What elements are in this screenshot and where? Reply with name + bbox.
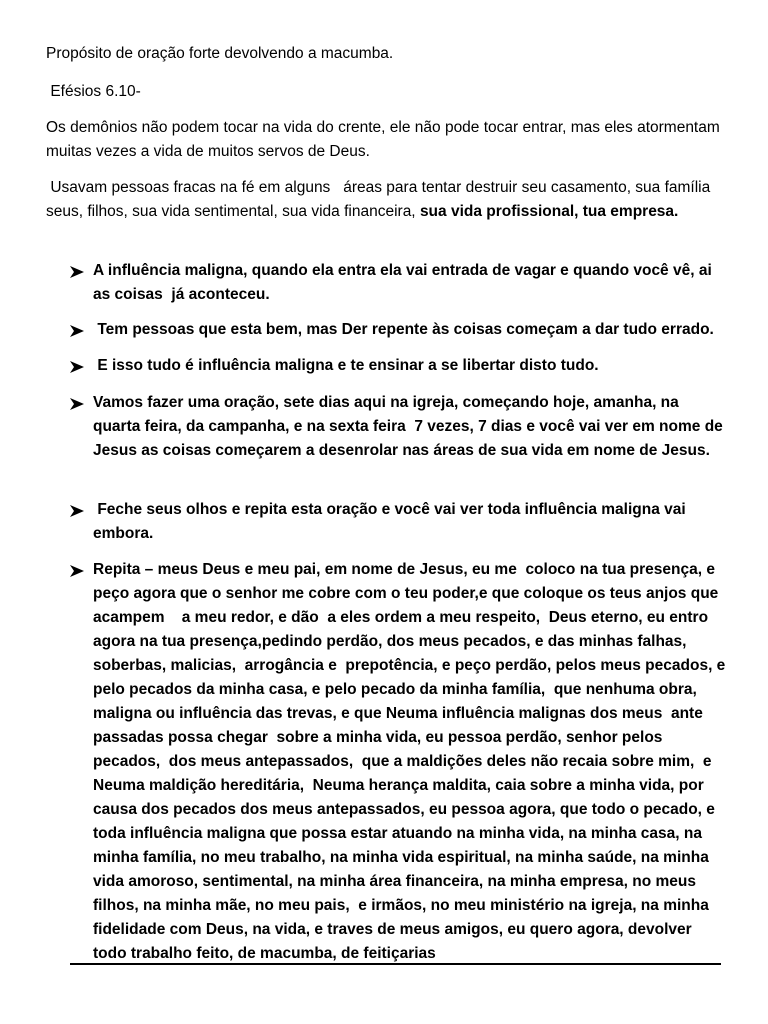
list-item-text: Tem pessoas que esta bem, mas Der repente às coisas começam a dar tudo errado.	[93, 321, 714, 338]
arrow-bullet-icon	[70, 398, 84, 410]
arrow-bullet-icon	[70, 361, 84, 373]
document-title: Propósito de oração forte devolvendo a macumba.	[46, 45, 394, 62]
bible-reference: Efésios 6.10-	[46, 83, 141, 100]
arrow-bullet-icon	[70, 505, 84, 517]
list-item	[70, 354, 726, 378]
intro-paragraph: Os demônios não podem tocar na vida do crente, ele não pode tocar entrar, mas eles atormentam muitas vezes a vida de muitos servos de Deus.	[46, 119, 725, 160]
arrow-bullet-icon	[70, 325, 84, 337]
list-item-text: E isso tudo é influência maligna e te ensinar a se libertar disto tudo.	[93, 357, 599, 374]
list-item-text: Repita – meus Deus e meu pai, em nome de Jesus, eu me coloco na tua presença, e peço agora que o senhor me cobre com o teu poder,e que coloque os teus anjos que acampem a meu redor, e dão a eles ordem a meu respeito, Deus eterno, eu entro agora na tua presença,pedindo perdão, dos meus pecados, e das minhas falhas, soberbas, malicias, arrogância e prepotência, e peço perdão, pelos meus pecados, e pelo pecados da minha casa, e pelo pecado da minha família, que nenhuma obra, maligna ou influência das trevas, e que Neuma influência malignas dos meus ante passadas possa chegar sobre a minha vida, eu pessoa perdão, senhor pelos pecados, dos meus antepassados, que a maldições deles não recaia sobre mim, e Neuma maldição hereditária, Neuma herança maldita, caia sobre a minha vida, por causa dos pecados dos meus antepassados, eu pessoa agora, que todo o pecado, e toda influência maligna que possa estar atuando na minha vida, na minha casa, na minha família, no meu trabalho, na minha vida espiritual, na minha saúde, na minha vida amoroso, sentimental, na minha área financeira, na minha empresa, no meus filhos, na minha mãe, no meu pais, e irmãos, no meu ministério na igreja, na minha fidelidade com Deus, na vida, e traves de meus amigos, eu quero agora, devolver todo trabalho feito, de macumba, de feitiçarias	[93, 561, 730, 962]
list-item	[70, 558, 730, 966]
arrow-bullet-icon	[70, 565, 84, 577]
second-paragraph-text: Usavam pessoas fracas na fé em alguns áreas para tentar destruir seu casamento, sua família seus, filhos, sua vida sentimental, sua vida financeira,	[46, 179, 715, 220]
list-item-text: Vamos fazer uma oração, sete dias aqui na igreja, começando hoje, amanha, na quarta feira, da campanha, e na sexta feira 7 vezes, 7 dias e você vai ver em nome de Jesus as coisas começarem a desenrolar nas áreas de sua vida em nome de Jesus.	[93, 394, 728, 459]
second-paragraph	[46, 176, 726, 224]
list-item	[70, 498, 726, 546]
list-item	[70, 391, 726, 463]
footer-rule	[70, 963, 721, 965]
list-item	[70, 259, 726, 307]
second-paragraph-bold-text: sua vida profissional, tua empresa.	[419, 203, 679, 220]
arrow-bullet-icon	[70, 266, 84, 278]
list-item-text: Feche seus olhos e repita esta oração e você vai ver toda influência maligna vai embora.	[93, 501, 691, 542]
list-item-text: A influência maligna, quando ela entra ela vai entrada de vagar e quando você vê, ai as coisas já aconteceu.	[93, 262, 717, 303]
list-item	[70, 318, 726, 342]
